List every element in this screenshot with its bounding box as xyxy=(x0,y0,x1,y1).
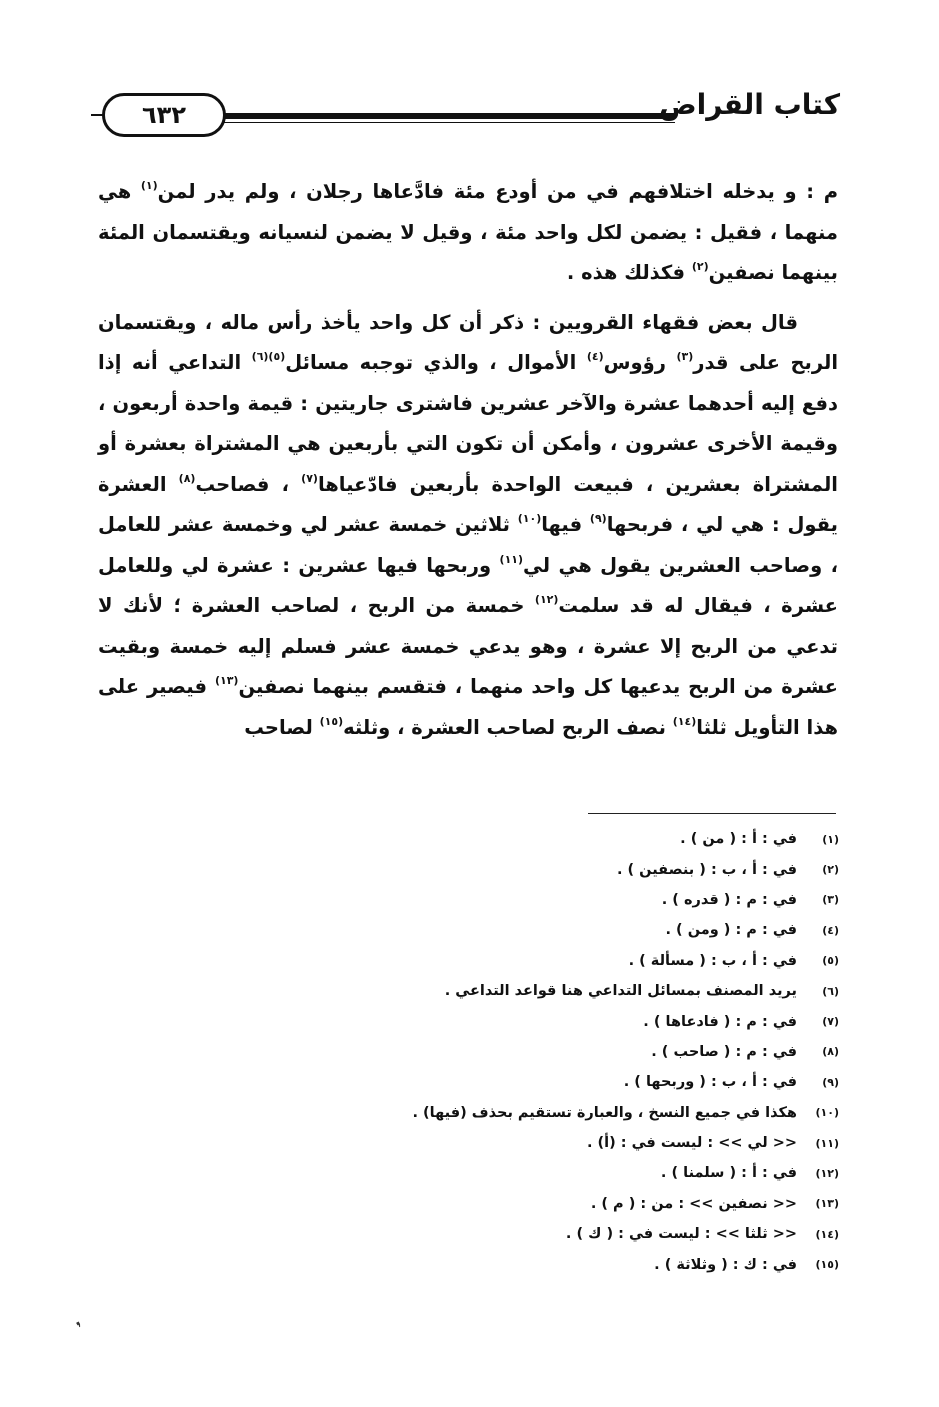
footnote-marker: (١٥) xyxy=(319,714,344,728)
footnote-number: (٧) xyxy=(822,1015,839,1029)
pen-mark-icon: ❜ xyxy=(73,1317,88,1338)
footnote-item xyxy=(279,976,839,1006)
footnote-text: في : أ : ( من ) . xyxy=(680,831,797,848)
header-rule xyxy=(200,113,675,119)
footnote-marker: (١١) xyxy=(499,552,524,566)
footnote-text: في : أ ، ب : ( مسألة ) . xyxy=(628,952,797,969)
text-run: هي منهما ، فقيل : يضمن لكل واحد مئة ، وقيل لا يضمن لنسيانه ويقتسمان المئة بينهما نصفين xyxy=(98,180,838,284)
footnote-text: يريد المصنف بمسائل التداعي هنا قواعد التداعي . xyxy=(444,983,797,1000)
footnote-item xyxy=(279,1098,839,1128)
main-text xyxy=(98,172,838,748)
text-run: لصاحب xyxy=(244,715,320,739)
footnote-item xyxy=(279,1219,839,1249)
text-run: قال بعض فقهاء القرويين : ذكر أن كل واحد يأخذ رأس ماله ، ويقتسمان الربح على قدر xyxy=(98,310,839,374)
footnote-number: (١) xyxy=(822,832,839,846)
footnote-item xyxy=(279,1067,839,1097)
footnote-marker: (٥)(٦) xyxy=(251,350,286,363)
footnote-number: (١٥) xyxy=(815,1258,839,1272)
footnote-item xyxy=(279,1158,839,1188)
footnote-marker: (٣) xyxy=(676,350,694,363)
footnote-item xyxy=(279,946,839,976)
footnote-marker: (٤) xyxy=(586,350,604,363)
text-run: فيصير على هذا التأويل ثلثا xyxy=(98,675,838,739)
header-rule-thin xyxy=(200,122,675,123)
text-run: ثلاثين خمسة عشر لي وخمسة عشر للعامل ، وصاحب العشرين يقول هي لي xyxy=(98,513,839,577)
footnote-number: (٢) xyxy=(822,863,839,877)
footnote-number: (٩) xyxy=(822,1075,839,1089)
text-run: وربحها فيها عشرين : عشرة لي وللعامل عشرة ، فيقال له قد سلمت xyxy=(98,553,838,617)
text-run: ، فصاحب xyxy=(195,472,302,496)
footnote-marker: (٨) xyxy=(178,471,196,485)
footnote-text: << نصفين >> : من : ( م ) . xyxy=(590,1195,797,1212)
footnote-item xyxy=(279,915,839,945)
text-run: خمسة من الربح ، لصاحب العشرة ؛ لأنك لا تدعي من الربح إلا عشرة ، وهو يدعي خمسة عشر فسلم إليه خمسة وبقيت عشرة من الربح يدعيها كل واحد منهما ، فتقسم بينهما نصفين xyxy=(98,594,839,698)
footnote-number: (١٣) xyxy=(815,1197,839,1211)
page-number: ٦٣٢ xyxy=(142,101,186,129)
footnote-number: (٣) xyxy=(822,893,839,907)
text-run: الأموال ، والذي توجبه مسائل xyxy=(285,351,587,374)
text-run: نصف الربح لصاحب العشرة ، وثلثه xyxy=(343,715,673,739)
footnote-item xyxy=(279,854,839,884)
footnote-number: (١١) xyxy=(815,1136,839,1150)
footnote-item xyxy=(279,824,839,854)
footnote-marker: (٢) xyxy=(691,260,709,273)
footnote-item xyxy=(279,1037,839,1067)
footnote-text: في : أ ، ب : ( بنصفين ) . xyxy=(616,861,797,878)
footnote-number: (٤) xyxy=(822,923,839,937)
footnote-number: (١٢) xyxy=(815,1166,839,1180)
footnote-text: في : ك : ( وثلاثة ) . xyxy=(654,1256,797,1273)
footnote-number: (١٠) xyxy=(815,1106,839,1120)
body-paragraph xyxy=(98,303,838,749)
footnote-separator xyxy=(588,813,836,814)
footnote-text: << ثلثا >> : ليست في : ( ك ) . xyxy=(565,1226,797,1243)
text-run: م : و يدخله اختلافهم في من أودع مئة فادَّعاها رجلان ، ولم يدر لمن xyxy=(157,180,838,203)
book-title: كتاب القراض xyxy=(658,88,840,121)
footnote-text: في : م : ( صاحب ) . xyxy=(651,1043,797,1060)
footnote-text: << لي >> : ليست في : (أ) . xyxy=(586,1135,797,1152)
page-number-badge xyxy=(102,93,226,137)
footnote-item xyxy=(279,1249,839,1279)
footnote-item xyxy=(279,1006,839,1036)
footnote-marker: (١) xyxy=(140,179,158,192)
footnote-text: هكذا في جميع النسخ ، والعبارة تستقيم بحذف (فيها) . xyxy=(412,1104,797,1121)
page-header xyxy=(100,86,840,136)
footnote-number: (٦) xyxy=(822,984,839,998)
footnote-text: في : م : ( ومن ) . xyxy=(665,922,797,939)
footnote-text: في : أ : ( سلمنا ) . xyxy=(660,1165,797,1182)
body-paragraph xyxy=(98,172,838,294)
footnotes-list xyxy=(279,824,839,1280)
footnote-marker: (١٠) xyxy=(517,512,542,525)
footnote-number: (٨) xyxy=(822,1045,839,1059)
footnote-number: (٥) xyxy=(822,954,839,968)
footnote-marker: (١٣) xyxy=(214,674,239,687)
footnote-item xyxy=(279,885,839,915)
text-run: فيها xyxy=(541,513,590,536)
text-run: فكذلك هذه . xyxy=(566,261,692,284)
text-run: التداعي أنه إذا دفع إليه أحدهما عشرة والآخر عشرين فاشترى جاريتين : قيمة واحدة أربعون ، وقيمة الأخرى عشرون ، وأمكن أن تكون التي بأربعين هي المشتراة بعشرة أو المشتراة بعشرين ، فبيعت الواحدة بأربعين فادّعياها xyxy=(98,351,838,496)
footnote-marker: (١٢) xyxy=(534,593,559,606)
footnote-marker: (١٤) xyxy=(672,714,697,728)
footnote-marker: (٩) xyxy=(589,512,607,525)
footnote-text: في : م : ( قدره ) . xyxy=(661,891,797,908)
footnote-number: (١٤) xyxy=(815,1227,839,1241)
footnote-text: في : أ ، ب : ( وربحها ) . xyxy=(623,1074,797,1091)
footnote-item xyxy=(279,1128,839,1158)
footnote-item xyxy=(279,1189,839,1219)
footnote-text: في : م : ( فادعاها ) . xyxy=(643,1013,797,1030)
text-run: رؤوس xyxy=(603,351,677,374)
footnote-marker: (٧) xyxy=(301,471,318,485)
text-run: العشرة يقول : هي لي ، فربحها xyxy=(98,472,838,536)
